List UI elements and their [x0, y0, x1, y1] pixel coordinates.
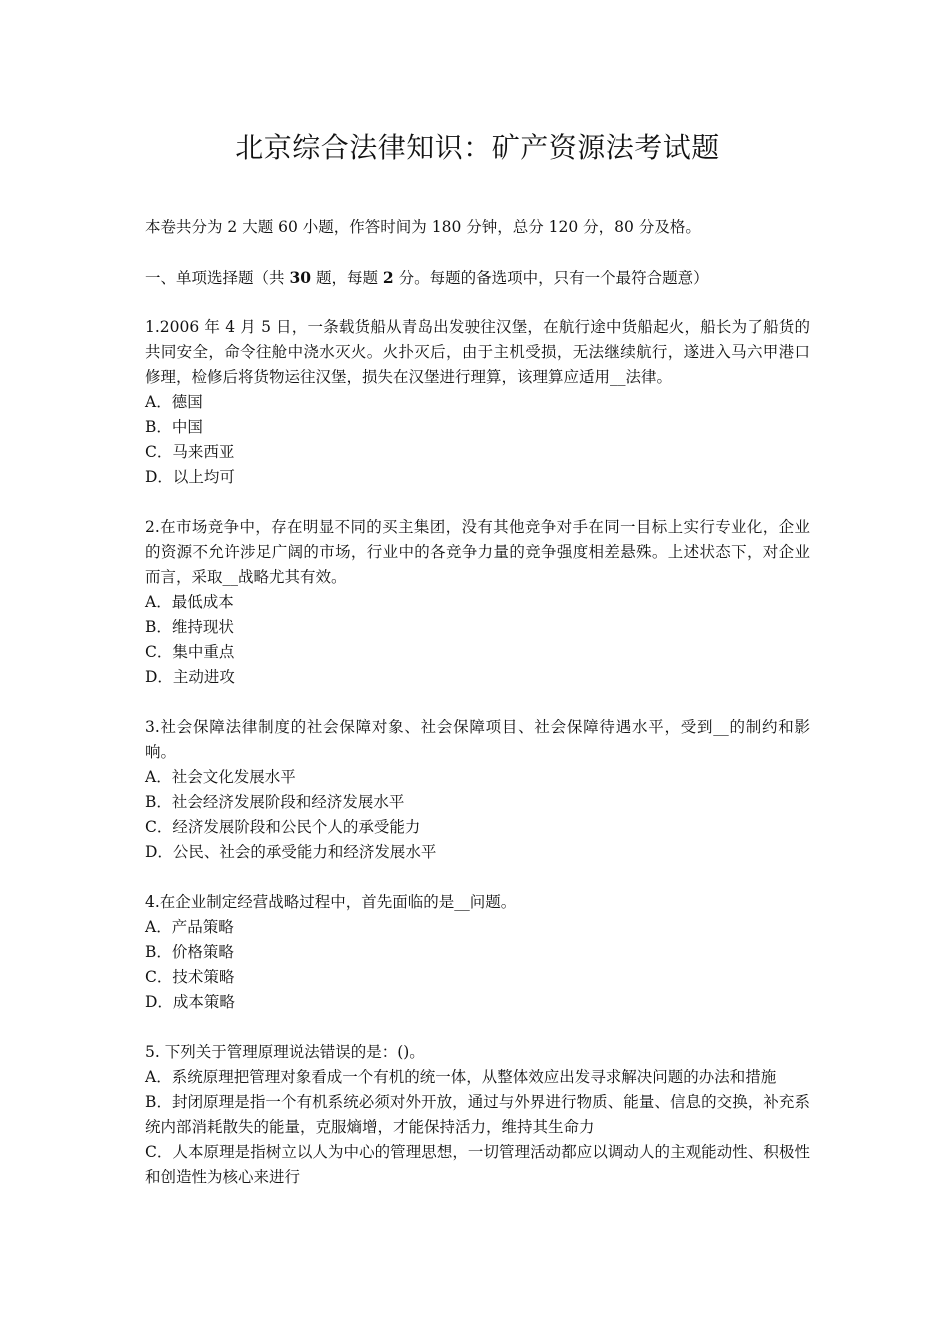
- option-b: B．价格策略: [145, 943, 234, 961]
- option-b: B．维持现状: [145, 618, 234, 636]
- question-3: [145, 715, 810, 865]
- option-c: C．人本原理是指树立以人为中心的管理思想，一切管理活动都应以调动人的主观能动性、积极性和创造性为核心来进行: [145, 1143, 810, 1186]
- option-d: D．主动进攻: [145, 668, 235, 686]
- section-heading-suffix: 分。每题的备选项中，只有一个最符合题意）: [393, 269, 709, 287]
- option-c: C．技术策略: [145, 968, 235, 986]
- question-list: [145, 315, 810, 1215]
- option-a: A．德国: [145, 393, 203, 411]
- section-heading-prefix: 一、单项选择题（共: [145, 269, 290, 287]
- option-a: A．产品策略: [145, 918, 234, 936]
- section-question-score: 2: [382, 268, 394, 287]
- question-1: [145, 315, 810, 490]
- option-d: D．成本策略: [145, 993, 235, 1011]
- option-b: B．社会经济发展阶段和经济发展水平: [145, 793, 405, 811]
- option-c: C．马来西亚: [145, 443, 235, 461]
- exam-intro: 本卷共分为 2 大题 60 小题，作答时间为 180 分钟，总分 120 分，80 分及格。: [145, 218, 701, 236]
- question-5: [145, 1040, 810, 1190]
- option-b: B．中国: [145, 418, 203, 436]
- section-question-count: 30: [289, 268, 312, 287]
- option-c: C．经济发展阶段和公民个人的承受能力: [145, 818, 421, 836]
- page-title: 北京综合法律知识：矿产资源法考试题: [235, 131, 720, 164]
- option-b: B．封闭原理是指一个有机系统必须对外开放，通过与外界进行物质、能量、信息的交换，补充系统内部消耗散失的能量，克服熵增，才能保持活力，维持其生命力: [145, 1093, 810, 1136]
- option-a: A．最低成本: [145, 593, 234, 611]
- question-stem: 1.2006 年 4 月 5 日，一条载货船从青岛出发驶往汉堡，在航行途中货船起火，船长为了船货的共同安全，命令往舱中浇水灭火。火扑灭后，由于主机受损，无法继续航行，遂进入马六甲港口修理，检修后将货物运往汉堡，损失在汉堡进行理算，该理算应适用__法律。: [145, 318, 810, 386]
- option-a: A．系统原理把管理对象看成一个有机的统一体，从整体效应出发寻求解决问题的办法和措施: [145, 1068, 777, 1086]
- section-heading-mid: 题，每题: [311, 269, 383, 287]
- question-stem: 5. 下列关于管理原理说法错误的是：()。: [145, 1043, 425, 1061]
- section-heading: [145, 265, 810, 291]
- option-c: C．集中重点: [145, 643, 235, 661]
- question-stem: 2.在市场竞争中，存在明显不同的买主集团，没有其他竞争对手在同一目标上实行专业化，企业的资源不允许涉足广阔的市场，行业中的各竞争力量的竞争强度相差悬殊。上述状态下，对企业而言，采取__战略尤其有效。: [145, 518, 810, 586]
- question-4: [145, 890, 810, 1015]
- option-d: D．以上均可: [145, 468, 235, 486]
- option-d: D．公民、社会的承受能力和经济发展水平: [145, 843, 437, 861]
- question-2: [145, 515, 810, 690]
- option-a: A．社会文化发展水平: [145, 768, 296, 786]
- question-stem: 4.在企业制定经营战略过程中，首先面临的是__问题。: [145, 893, 517, 911]
- question-stem: 3.社会保障法律制度的社会保障对象、社会保障项目、社会保障待遇水平，受到__的制约和影响。: [145, 718, 810, 761]
